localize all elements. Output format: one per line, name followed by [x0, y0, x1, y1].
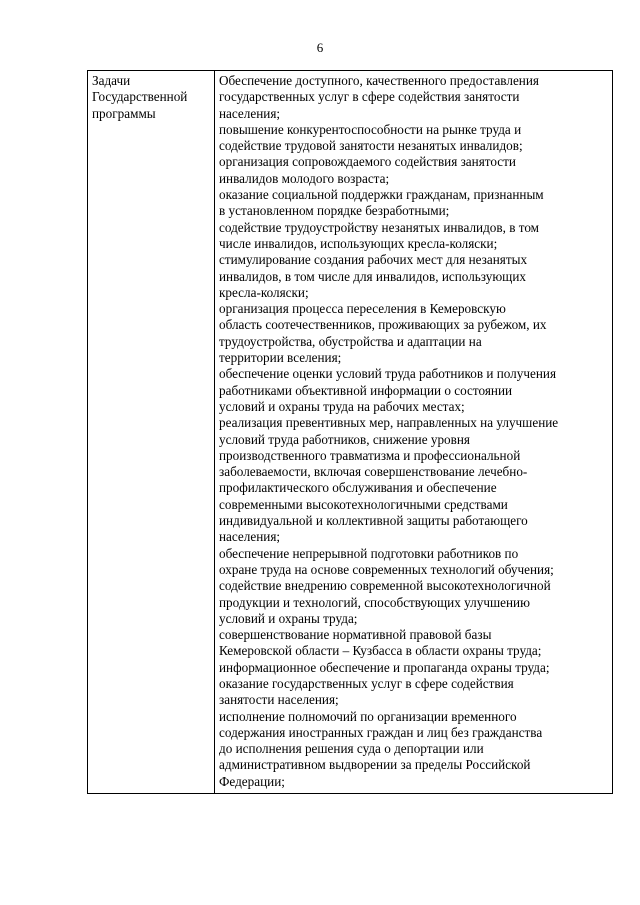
- program-tasks-table: [87, 70, 613, 794]
- task-line: содействие трудоустройству незанятых инвалидов, в том: [219, 219, 540, 235]
- task-line: реализация превентивных мер, направленных на улучшение: [219, 415, 559, 431]
- task-line: содержания иностранных граждан и лиц без гражданства: [219, 724, 543, 740]
- row-label-cell: [88, 71, 215, 794]
- task-line: индивидуальной и коллективной защиты работающего: [219, 513, 528, 529]
- task-line: Федерации;: [219, 773, 285, 789]
- task-line: условий и охраны труда;: [219, 610, 358, 626]
- task-line: кресла-коляски;: [219, 284, 309, 300]
- task-line: профилактического обслуживания и обеспечение: [219, 480, 497, 496]
- task-line: числе инвалидов, использующих кресла-коляски;: [219, 235, 498, 251]
- task-line: в установленном порядке безработными;: [219, 203, 450, 219]
- task-line: инвалидов, в том числе для инвалидов, использующих: [219, 268, 526, 284]
- task-line: государственных услуг в сфере содействия занятости: [219, 89, 520, 105]
- task-line: содействие трудовой занятости незанятых инвалидов;: [219, 138, 523, 154]
- task-line: совершенствование нормативной правовой базы: [219, 627, 492, 643]
- task-line: современными высокотехнологичными средствами: [219, 496, 508, 512]
- task-line: трудоустройства, обустройства и адаптации на: [219, 333, 482, 349]
- task-line: населения;: [219, 105, 281, 121]
- task-line: информационное обеспечение и пропаганда охраны труда;: [219, 659, 550, 675]
- task-line: область соотечественников, проживающих за рубежом, их: [219, 317, 547, 333]
- tasks-content-cell: [215, 71, 613, 794]
- task-line: оказание государственных услуг в сфере содействия: [219, 675, 514, 691]
- task-line: исполнение полномочий по организации временного: [219, 708, 517, 724]
- task-line: населения;: [219, 529, 281, 545]
- task-line: работниками объективной информации о состоянии: [219, 382, 513, 398]
- task-line: оказание социальной поддержки гражданам, признанным: [219, 187, 544, 203]
- table-row: [88, 71, 613, 794]
- task-line: содействие внедрению современной высокотехнологичной: [219, 578, 551, 594]
- task-line: условий и охраны труда на рабочих местах;: [219, 398, 465, 414]
- task-line: Обеспечение доступного, качественного предоставления: [219, 73, 539, 88]
- task-line: административном выдворении за пределы Российской: [219, 757, 531, 773]
- task-line: заболеваемости, включая совершенствование лечебно-: [219, 464, 528, 480]
- task-line: обеспечение оценки условий труда работников и получения: [219, 366, 557, 382]
- task-line: занятости населения;: [219, 692, 339, 708]
- task-line: организация процесса переселения в Кемеровскую: [219, 301, 506, 317]
- task-line: до исполнения решения суда о депортации или: [219, 741, 484, 757]
- label-line: программы: [92, 105, 156, 121]
- task-line: охране труда на основе современных технологий обучения;: [219, 561, 554, 577]
- task-line: продукции и технологий, способствующих улучшению: [219, 594, 530, 610]
- task-line: инвалидов молодого возраста;: [219, 170, 390, 186]
- page-number: 6: [316, 40, 324, 55]
- task-line: обеспечение непрерывной подготовки работников по: [219, 545, 519, 561]
- label-line: Государственной: [92, 89, 188, 105]
- label-line: Задачи: [92, 73, 131, 88]
- task-line: условий труда работников, снижение уровня: [219, 431, 470, 447]
- task-line: производственного травматизма и профессиональной: [219, 447, 521, 463]
- task-line: организация сопровождаемого содействия занятости: [219, 154, 516, 170]
- task-line: территории вселения;: [219, 350, 342, 366]
- task-line: Кемеровской области – Кузбасса в области охраны труда;: [219, 643, 542, 659]
- task-line: стимулирование создания рабочих мест для незанятых: [219, 252, 528, 268]
- task-line: повышение конкурентоспособности на рынке труда и: [219, 121, 522, 137]
